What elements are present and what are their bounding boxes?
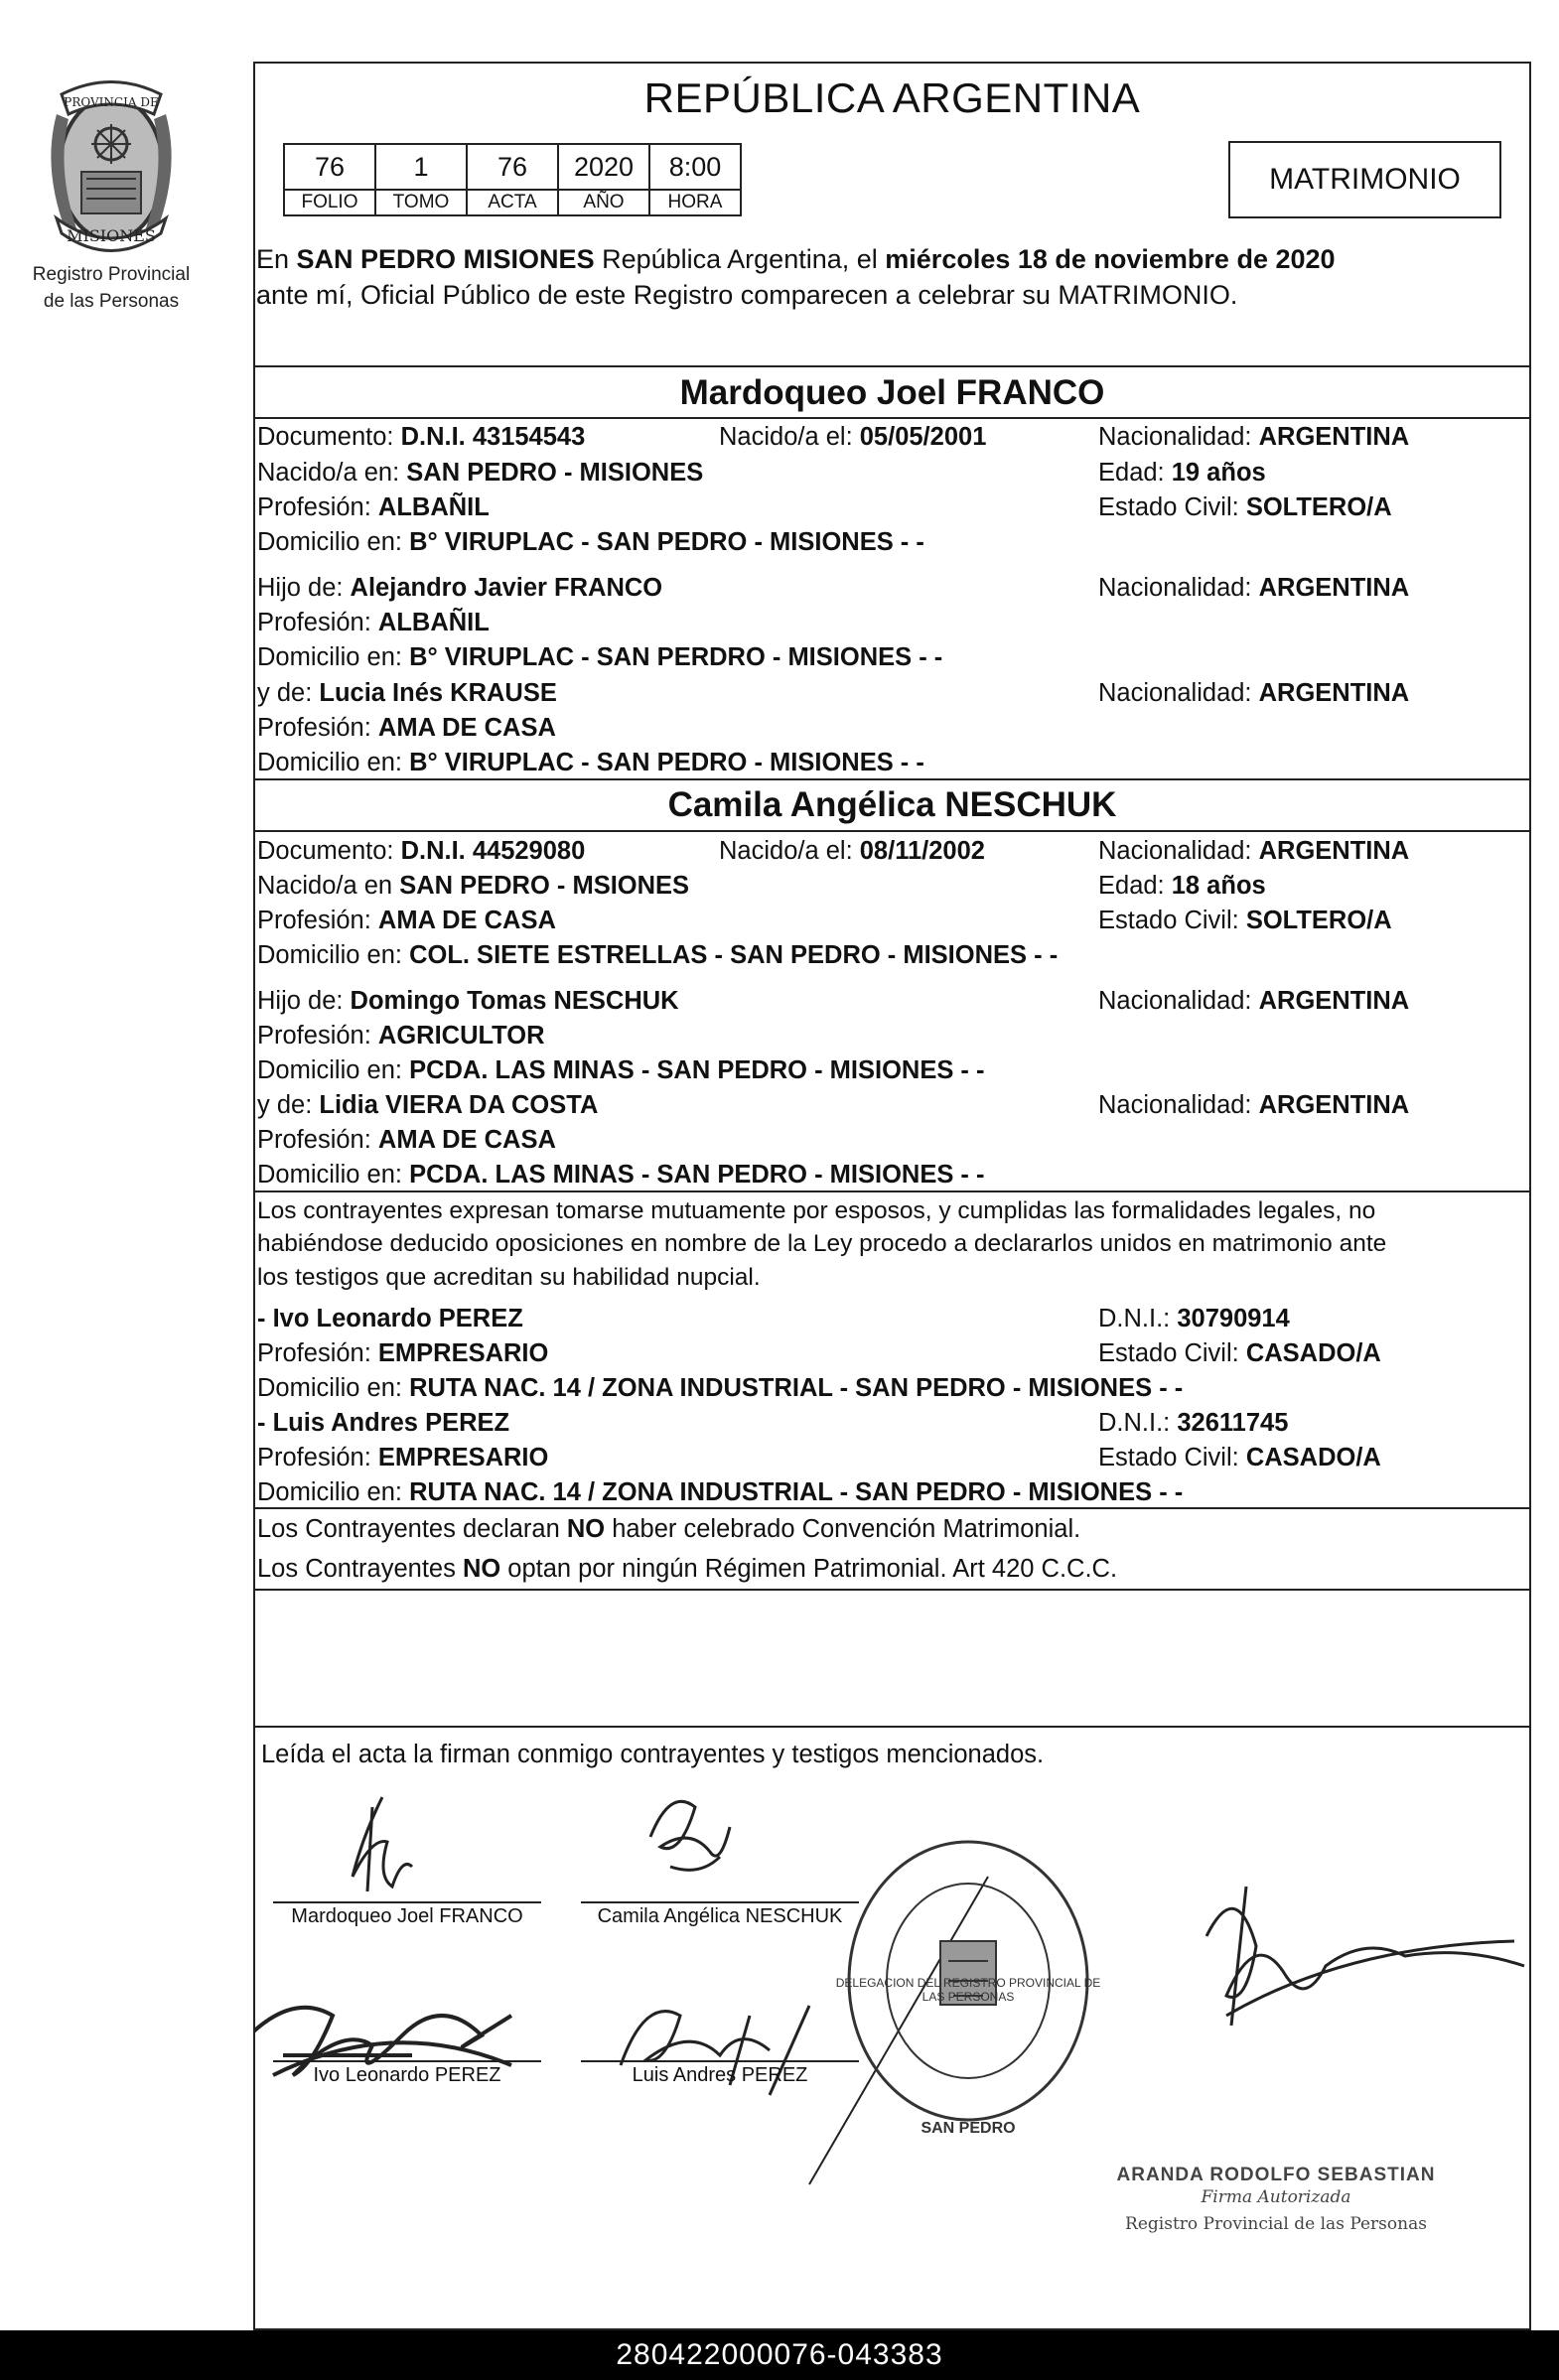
divider xyxy=(253,365,1531,367)
groom-mother: y de: Lucia Inés KRAUSE xyxy=(257,679,557,707)
officer-signature xyxy=(1206,1887,1524,2026)
witness-2-profession: Profesión: EMPRESARIO xyxy=(257,1444,549,1471)
bride-nationality: Nacionalidad: ARGENTINA xyxy=(1098,837,1410,865)
bride-birthplace: Nacido/a en SAN PEDRO - MSIONES xyxy=(257,872,690,900)
svg-text:MISIONES: MISIONES xyxy=(67,226,156,245)
declaration-line-3: los testigos que acreditan su habilidad nupcial. xyxy=(257,1264,761,1291)
intro-line-2: ante mí, Oficial Público de este Registro comparecen a celebrar su MATRIMONIO. xyxy=(256,280,1238,310)
groom-mother-address: Domicilio en: B° VIRUPLAC - SAN PEDRO - MISIONES - - xyxy=(257,749,924,776)
bride-age: Edad: 18 años xyxy=(1098,872,1266,900)
divider xyxy=(253,1507,1531,1509)
bride-mother-profession: Profesión: AMA DE CASA xyxy=(257,1126,556,1154)
bride-name-heading: Camila Angélica NESCHUK xyxy=(667,785,1117,824)
closing-statement: Leída el acta la firman conmigo contrayentes y testigos mencionados. xyxy=(261,1741,1045,1768)
groom-father: Hijo de: Alejandro Javier FRANCO xyxy=(257,574,663,602)
bride-document: Documento: D.N.I. 44529080 xyxy=(257,837,586,865)
divider xyxy=(253,1589,1531,1591)
tomo-label: TOMO xyxy=(375,190,467,215)
bride-father-profession: Profesión: AGRICULTOR xyxy=(257,1022,545,1050)
witness-1-dni: D.N.I.: 30790914 xyxy=(1098,1305,1290,1332)
groom-father-profession: Profesión: ALBAÑIL xyxy=(257,609,490,636)
declaration-line-1: Los contrayentes expresan tomarse mutuamente por esposos, y cumplidas las formalidades legales, no xyxy=(257,1197,1376,1224)
stamp-center-text: SAN PEDRO xyxy=(921,2120,1016,2137)
document-title: REPÚBLICA ARGENTINA xyxy=(643,74,1141,121)
groom-nationality: Nacionalidad: ARGENTINA xyxy=(1098,423,1410,451)
document-code-bar: 280422000076-043383 xyxy=(0,2330,1559,2380)
groom-civil-status: Estado Civil: SOLTERO/A xyxy=(1098,493,1392,521)
tomo-value: 1 xyxy=(375,144,467,190)
groom-signature xyxy=(353,1797,412,1891)
bride-signature xyxy=(650,1801,730,1870)
reference-labels-row xyxy=(284,190,741,215)
groom-signature-name: Mardoqueo Joel FRANCO xyxy=(291,1905,523,1927)
provincial-seal xyxy=(22,74,201,323)
groom-profession: Profesión: ALBAÑIL xyxy=(257,493,490,521)
witness-2-dni: D.N.I.: 32611745 xyxy=(1098,1409,1289,1437)
bride-signature-line xyxy=(581,1901,859,1903)
acta-value: 76 xyxy=(467,144,558,190)
document-type: MATRIMONIO xyxy=(1269,163,1461,196)
officer-org: Registro Provincial de las Personas xyxy=(1125,2214,1427,2234)
divider xyxy=(253,1190,1531,1192)
witness-1-signature-line xyxy=(273,2060,541,2062)
folio-label: FOLIO xyxy=(284,190,375,215)
witness-2-name: - Luis Andres PEREZ xyxy=(257,1409,510,1437)
divider xyxy=(253,1726,1531,1728)
witness-1-signature-name: Ivo Leonardo PEREZ xyxy=(313,2064,501,2086)
groom-name-heading: Mardoqueo Joel FRANCO xyxy=(679,373,1105,412)
bride-father-nationality: Nacionalidad: ARGENTINA xyxy=(1098,987,1410,1015)
document-type-box xyxy=(1228,141,1501,218)
convention-line-2: Los Contrayentes NO optan por ningún Régimen Patrimonial. Art 420 C.C.C. xyxy=(257,1555,1118,1583)
witness-1-name: - Ivo Leonardo PEREZ xyxy=(257,1305,523,1332)
divider xyxy=(253,778,1531,780)
witness-2-address: Domicilio en: RUTA NAC. 14 / ZONA INDUSTRIAL - SAN PEDRO - MISIONES - - xyxy=(257,1478,1184,1506)
bride-mother-address: Domicilio en: PCDA. LAS MINAS - SAN PEDRO - MISIONES - - xyxy=(257,1161,985,1189)
bride-signature-name: Camila Angélica NESCHUK xyxy=(597,1905,843,1927)
bride-father: Hijo de: Domingo Tomas NESCHUK xyxy=(257,987,679,1015)
groom-signature-line xyxy=(273,1901,541,1903)
officer-name: ARANDA RODOLFO SEBASTIAN xyxy=(1116,2165,1436,2185)
misiones-seal-icon xyxy=(27,74,196,258)
year-value: 2020 xyxy=(558,144,649,190)
officer-title: Firma Autorizada xyxy=(1201,2187,1351,2207)
hour-label: HORA xyxy=(649,190,741,215)
groom-address: Domicilio en: B° VIRUPLAC - SAN PEDRO - MISIONES - - xyxy=(257,528,924,556)
declaration-line-2: habiéndose deducido oposiciones en nombre de la Ley procedo a declararlos unidos en matrimonio ante xyxy=(257,1230,1387,1257)
year-label: AÑO xyxy=(558,190,649,215)
convention-line-1: Los Contrayentes declaran NO haber celebrado Convención Matrimonial. xyxy=(257,1515,1081,1543)
witness-2-signature-line xyxy=(581,2060,859,2062)
divider xyxy=(253,830,1531,832)
witness-1-civil-status: Estado Civil: CASADO/A xyxy=(1098,1339,1381,1367)
witness-2-civil-status: Estado Civil: CASADO/A xyxy=(1098,1444,1381,1471)
witness-2-signature-name: Luis Andres PEREZ xyxy=(632,2064,808,2086)
groom-birthplace: Nacido/a en: SAN PEDRO - MISIONES xyxy=(257,459,704,487)
acta-label: ACTA xyxy=(467,190,558,215)
groom-mother-nationality: Nacionalidad: ARGENTINA xyxy=(1098,679,1410,707)
divider xyxy=(253,417,1531,419)
groom-birth-date: Nacido/a el: 05/05/2001 xyxy=(719,423,987,451)
seal-caption-1: Registro Provincial xyxy=(32,264,191,285)
groom-father-nationality: Nacionalidad: ARGENTINA xyxy=(1098,574,1410,602)
reference-values-row xyxy=(284,144,741,190)
bride-father-address: Domicilio en: PCDA. LAS MINAS - SAN PEDRO - MISIONES - - xyxy=(257,1056,985,1084)
stamp-ring-text: DELEGACION DEL REGISTRO PROVINCIAL DE LAS PERSONAS xyxy=(835,1976,1101,2004)
reference-table xyxy=(283,143,742,216)
witness-1-address: Domicilio en: RUTA NAC. 14 / ZONA INDUSTRIAL - SAN PEDRO - MISIONES - - xyxy=(257,1374,1184,1402)
intro-line-1: En SAN PEDRO MISIONES República Argentina, el miércoles 18 de noviembre de 2020 xyxy=(256,244,1336,274)
groom-age: Edad: 19 años xyxy=(1098,459,1266,487)
svg-text:PROVINCIA DE: PROVINCIA DE xyxy=(64,95,159,109)
folio-value: 76 xyxy=(284,144,375,190)
witness-1-profession: Profesión: EMPRESARIO xyxy=(257,1339,549,1367)
hour-value: 8:00 xyxy=(649,144,741,190)
groom-father-address: Domicilio en: B° VIRUPLAC - SAN PERDRO - MISIONES - - xyxy=(257,643,943,671)
groom-mother-profession: Profesión: AMA DE CASA xyxy=(257,714,556,742)
seal-caption-2: de las Personas xyxy=(43,291,180,312)
bride-profession: Profesión: AMA DE CASA xyxy=(257,907,556,934)
bride-address: Domicilio en: COL. SIETE ESTRELLAS - SAN PEDRO - MISIONES - - xyxy=(257,941,1059,969)
bride-birth-date: Nacido/a el: 08/11/2002 xyxy=(719,837,985,865)
bride-civil-status: Estado Civil: SOLTERO/A xyxy=(1098,907,1392,934)
bride-mother-nationality: Nacionalidad: ARGENTINA xyxy=(1098,1091,1410,1119)
groom-document: Documento: D.N.I. 43154543 xyxy=(257,423,586,451)
bride-mother: y de: Lidia VIERA DA COSTA xyxy=(257,1091,599,1119)
